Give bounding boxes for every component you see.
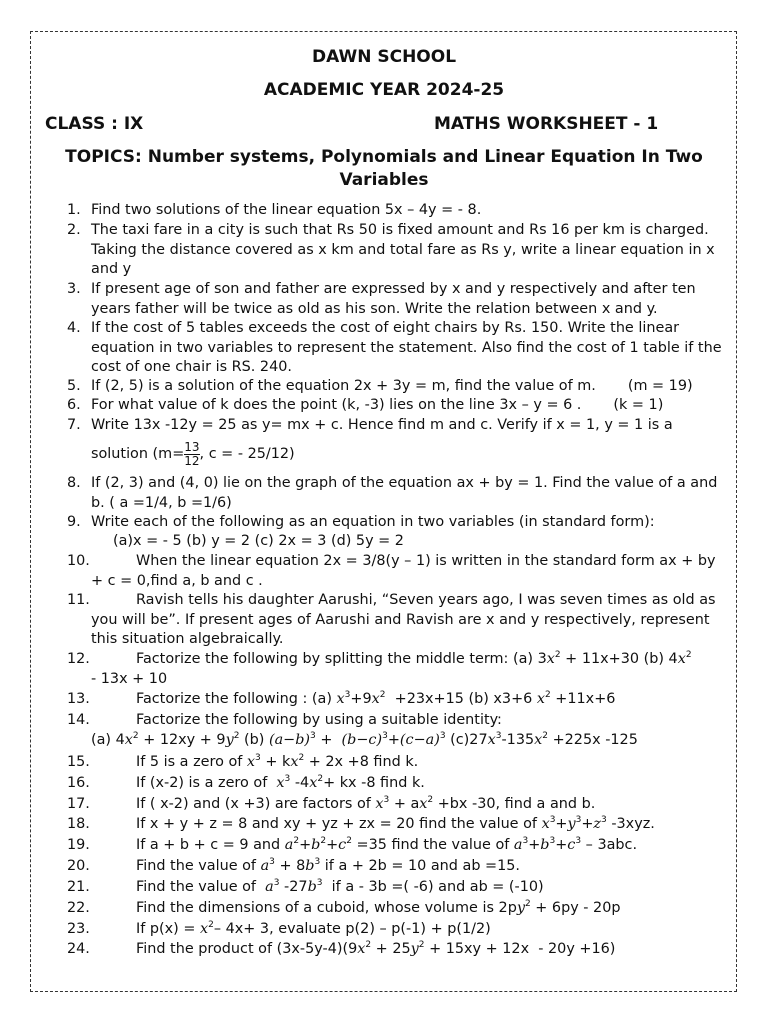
class-label: CLASS : IX: [45, 114, 144, 134]
topics-heading: TOPICS: Number systems, Polynomials and Linear Equation In Two Variables: [65, 147, 703, 190]
list-item-continuation: (a)x = - 5 (b) y = 2 (c) 2x = 3 (d) 5y = 2: [113, 533, 404, 549]
list-item-continuation: (a) $4x^2 + 12xy + 9y^2$ (b) $(a-b)^3 + (b-c)^3+(c-a)^3$ $(c)27x^3-135x^2 +225x$ -125: [91, 731, 638, 748]
list-item-continuation: solution (m= $\frac{13}{12}$ , c = - 25/12): [91, 439, 295, 468]
school-name: DAWN SCHOOL: [311, 47, 457, 67]
worksheet-title: MATHS WORKSHEET - 1: [434, 114, 659, 134]
academic-year: ACADEMIC YEAR 2024-25: [263, 80, 505, 100]
fraction: $\frac{13}{12}$: [184, 439, 200, 468]
list-item-continuation: - 13x + 10: [91, 671, 168, 687]
